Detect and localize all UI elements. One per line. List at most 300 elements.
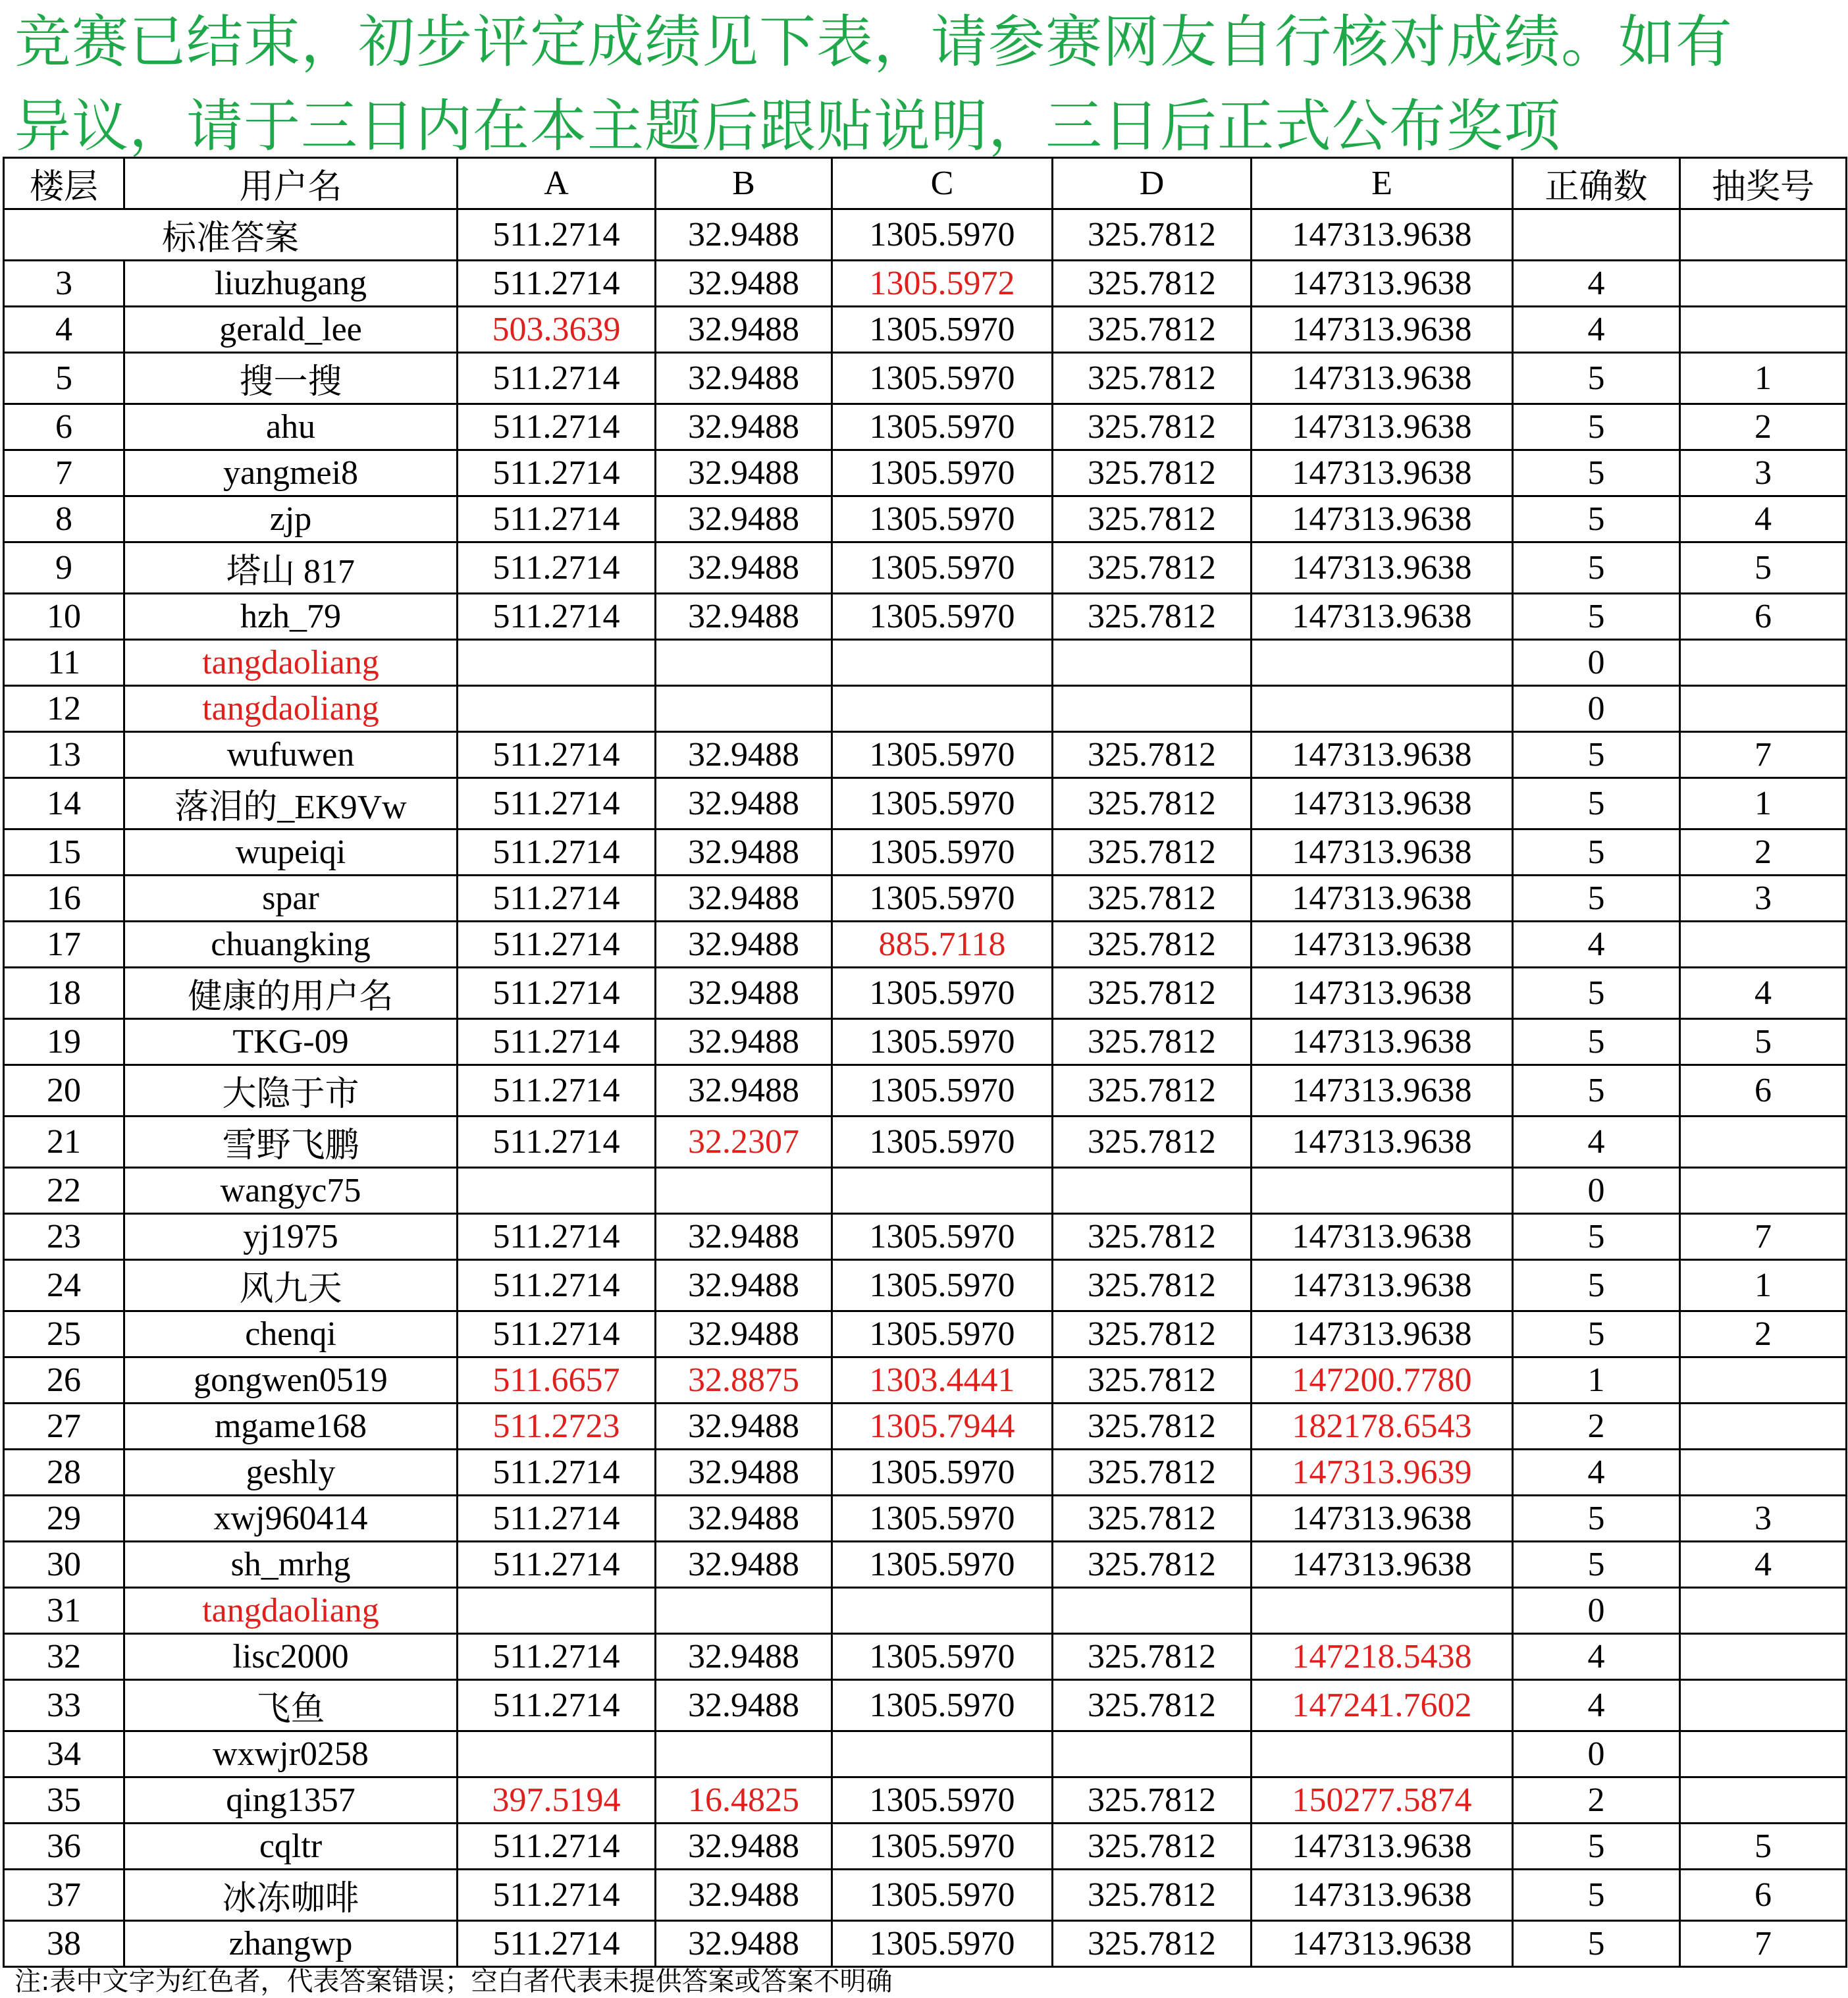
- cell-lottery-number: 4: [1680, 496, 1847, 542]
- cell-lottery-number: 1: [1680, 353, 1847, 404]
- cell-answer-e: 147313.9638: [1252, 1117, 1513, 1168]
- cell-username: wxwjr0258: [124, 1731, 458, 1777]
- cell-answer-b: 32.9488: [656, 353, 832, 404]
- cell-answer-e: 147313.9638: [1252, 261, 1513, 307]
- cell-lottery-number: 4: [1680, 968, 1847, 1019]
- cell-answer-d: 325.7812: [1053, 450, 1252, 496]
- cell-answer-e: 147313.9639: [1252, 1450, 1513, 1496]
- cell-answer-d: 325.7812: [1053, 542, 1252, 594]
- cell-username: 雪野飞鹏: [124, 1117, 458, 1168]
- cell-answer-e: 147313.9638: [1252, 829, 1513, 876]
- cell-lottery-number: 2: [1680, 404, 1847, 450]
- cell-answer-b: 32.9488: [656, 778, 832, 829]
- table-row: [4, 404, 1847, 450]
- cell-username: yangmei8: [124, 450, 458, 496]
- cell-lottery-number: 1: [1680, 778, 1847, 829]
- cell-answer-e: [1252, 1168, 1513, 1214]
- cell-lottery-number: 6: [1680, 594, 1847, 640]
- table-row: [4, 1019, 1847, 1065]
- table-row: [4, 1450, 1847, 1496]
- cell-username: 健康的用户名: [124, 968, 458, 1019]
- cell-answer-c: 1305.5970: [832, 1065, 1053, 1117]
- table-row: [4, 307, 1847, 353]
- header-correct-count: 正确数: [1513, 158, 1680, 209]
- cell-lottery-number: [1680, 640, 1847, 686]
- header-row: [4, 158, 1847, 209]
- cell-correct-count: 0: [1513, 1168, 1680, 1214]
- cell-answer-d: 325.7812: [1053, 968, 1252, 1019]
- cell-answer-a: 511.2714: [458, 450, 656, 496]
- standard-b: 32.9488: [656, 209, 832, 261]
- cell-answer-c: 1305.5970: [832, 307, 1053, 353]
- cell-answer-b: 32.9488: [656, 1496, 832, 1542]
- cell-lottery-number: [1680, 1588, 1847, 1634]
- cell-answer-b: 32.9488: [656, 404, 832, 450]
- cell-answer-e: 147313.9638: [1252, 542, 1513, 594]
- cell-correct-count: 0: [1513, 1731, 1680, 1777]
- table-row: [4, 1404, 1847, 1450]
- cell-answer-c: 1305.5970: [832, 1117, 1053, 1168]
- cell-answer-d: 325.7812: [1053, 307, 1252, 353]
- cell-answer-d: [1053, 640, 1252, 686]
- cell-username: TKG-09: [124, 1019, 458, 1065]
- standard-answer-label: 标准答案: [4, 209, 458, 261]
- cell-floor: 16: [4, 876, 124, 922]
- table-row: [4, 353, 1847, 404]
- cell-username: wangyc75: [124, 1168, 458, 1214]
- cell-floor: 26: [4, 1357, 124, 1404]
- cell-answer-b: 32.9488: [656, 1634, 832, 1680]
- cell-correct-count: 4: [1513, 922, 1680, 968]
- cell-answer-a: 511.2714: [458, 1065, 656, 1117]
- cell-floor: 14: [4, 778, 124, 829]
- cell-answer-e: 147241.7602: [1252, 1680, 1513, 1731]
- cell-answer-d: [1053, 1731, 1252, 1777]
- cell-floor: 30: [4, 1542, 124, 1588]
- cell-answer-b: [656, 1731, 832, 1777]
- cell-username: hzh_79: [124, 594, 458, 640]
- cell-answer-c: 1305.5970: [832, 1019, 1053, 1065]
- cell-answer-a: 511.2714: [458, 1680, 656, 1731]
- cell-correct-count: 2: [1513, 1777, 1680, 1824]
- cell-answer-e: 147313.9638: [1252, 1019, 1513, 1065]
- cell-correct-count: 4: [1513, 1450, 1680, 1496]
- cell-answer-b: 16.4825: [656, 1777, 832, 1824]
- cell-correct-count: 4: [1513, 1117, 1680, 1168]
- cell-floor: 8: [4, 496, 124, 542]
- cell-answer-b: [656, 640, 832, 686]
- notice-line-2: 异议，请于三日内在本主题后跟贴说明，三日后正式公布奖项: [14, 93, 1561, 159]
- cell-answer-d: 325.7812: [1053, 1065, 1252, 1117]
- cell-username: gongwen0519: [124, 1357, 458, 1404]
- cell-correct-count: 5: [1513, 1019, 1680, 1065]
- cell-answer-c: 1305.5970: [832, 1214, 1053, 1260]
- cell-answer-e: 147313.9638: [1252, 1214, 1513, 1260]
- cell-correct-count: 1: [1513, 1357, 1680, 1404]
- cell-answer-a: 511.2714: [458, 1921, 656, 1967]
- cell-answer-a: 511.6657: [458, 1357, 656, 1404]
- cell-answer-c: 1305.5970: [832, 1311, 1053, 1357]
- cell-lottery-number: [1680, 307, 1847, 353]
- cell-lottery-number: [1680, 686, 1847, 732]
- cell-answer-c: 1305.5970: [832, 1260, 1053, 1311]
- cell-answer-d: 325.7812: [1053, 1680, 1252, 1731]
- table-row: [4, 922, 1847, 968]
- cell-answer-e: 147313.9638: [1252, 594, 1513, 640]
- cell-answer-a: 511.2714: [458, 1214, 656, 1260]
- cell-username: 冰冻咖啡: [124, 1870, 458, 1921]
- cell-username: zhangwp: [124, 1921, 458, 1967]
- cell-answer-b: 32.9488: [656, 1214, 832, 1260]
- cell-answer-a: 511.2714: [458, 404, 656, 450]
- cell-correct-count: 5: [1513, 1921, 1680, 1967]
- cell-answer-a: 511.2714: [458, 1634, 656, 1680]
- cell-answer-e: 182178.6543: [1252, 1404, 1513, 1450]
- cell-correct-count: 5: [1513, 496, 1680, 542]
- cell-answer-c: [832, 1731, 1053, 1777]
- table-row: [4, 1870, 1847, 1921]
- cell-correct-count: 5: [1513, 1542, 1680, 1588]
- cell-username: yj1975: [124, 1214, 458, 1260]
- cell-answer-c: 1305.5970: [832, 829, 1053, 876]
- cell-username: geshly: [124, 1450, 458, 1496]
- cell-answer-e: [1252, 686, 1513, 732]
- cell-answer-d: 325.7812: [1053, 732, 1252, 778]
- cell-answer-e: 147200.7780: [1252, 1357, 1513, 1404]
- table-row: [4, 496, 1847, 542]
- cell-answer-d: 325.7812: [1053, 1214, 1252, 1260]
- cell-lottery-number: 7: [1680, 732, 1847, 778]
- cell-floor: 36: [4, 1824, 124, 1870]
- header-a: A: [458, 158, 656, 209]
- cell-correct-count: 5: [1513, 594, 1680, 640]
- cell-answer-a: 511.2714: [458, 1450, 656, 1496]
- cell-correct-count: 5: [1513, 1260, 1680, 1311]
- cell-answer-d: 325.7812: [1053, 404, 1252, 450]
- cell-answer-a: 511.2714: [458, 1824, 656, 1870]
- cell-answer-a: 511.2714: [458, 1870, 656, 1921]
- cell-answer-d: 325.7812: [1053, 496, 1252, 542]
- cell-floor: 32: [4, 1634, 124, 1680]
- cell-answer-a: 511.2714: [458, 353, 656, 404]
- cell-answer-d: 325.7812: [1053, 1404, 1252, 1450]
- table-row: [4, 450, 1847, 496]
- table-row: [4, 1777, 1847, 1824]
- header-c: C: [832, 158, 1053, 209]
- table-row: [4, 1634, 1847, 1680]
- cell-answer-d: 325.7812: [1053, 1311, 1252, 1357]
- cell-answer-e: 147218.5438: [1252, 1634, 1513, 1680]
- footnote: 注:表中文字为红色者，代表答案错误；空白者代表未提供答案或答案不明确: [14, 1966, 893, 1997]
- cell-lottery-number: 3: [1680, 450, 1847, 496]
- cell-username: 风九天: [124, 1260, 458, 1311]
- standard-lottery: [1680, 209, 1847, 261]
- table-row: [4, 1680, 1847, 1731]
- cell-answer-c: 1305.5970: [832, 968, 1053, 1019]
- cell-answer-a: 511.2714: [458, 1019, 656, 1065]
- table-row: [4, 1824, 1847, 1870]
- cell-answer-c: 1305.7944: [832, 1404, 1053, 1450]
- cell-lottery-number: [1680, 1357, 1847, 1404]
- cell-answer-e: [1252, 1588, 1513, 1634]
- cell-lottery-number: [1680, 1634, 1847, 1680]
- cell-floor: 24: [4, 1260, 124, 1311]
- cell-answer-b: [656, 1168, 832, 1214]
- cell-answer-d: 325.7812: [1053, 876, 1252, 922]
- cell-answer-a: [458, 640, 656, 686]
- cell-answer-a: 511.2714: [458, 1542, 656, 1588]
- cell-answer-a: 503.3639: [458, 307, 656, 353]
- cell-answer-b: 32.9488: [656, 1921, 832, 1967]
- cell-answer-d: [1053, 686, 1252, 732]
- cell-answer-a: 511.2714: [458, 1311, 656, 1357]
- cell-correct-count: 5: [1513, 542, 1680, 594]
- cell-username: liuzhugang: [124, 261, 458, 307]
- cell-answer-a: 511.2714: [458, 1117, 656, 1168]
- table-row: [4, 1588, 1847, 1634]
- standard-correct: [1513, 209, 1680, 261]
- cell-answer-b: 32.9488: [656, 1824, 832, 1870]
- cell-answer-d: 325.7812: [1053, 1824, 1252, 1870]
- cell-answer-b: [656, 686, 832, 732]
- cell-answer-e: 147313.9638: [1252, 1921, 1513, 1967]
- cell-answer-e: 147313.9638: [1252, 732, 1513, 778]
- cell-floor: 23: [4, 1214, 124, 1260]
- table-row: [4, 876, 1847, 922]
- cell-answer-c: 1305.5970: [832, 353, 1053, 404]
- cell-username: gerald_lee: [124, 307, 458, 353]
- cell-lottery-number: 2: [1680, 1311, 1847, 1357]
- cell-lottery-number: 6: [1680, 1870, 1847, 1921]
- cell-lottery-number: [1680, 1680, 1847, 1731]
- cell-answer-b: 32.9488: [656, 594, 832, 640]
- cell-answer-a: 511.2714: [458, 496, 656, 542]
- cell-floor: 25: [4, 1311, 124, 1357]
- cell-answer-e: 147313.9638: [1252, 1870, 1513, 1921]
- cell-answer-d: 325.7812: [1053, 1777, 1252, 1824]
- cell-correct-count: 5: [1513, 778, 1680, 829]
- cell-answer-d: 325.7812: [1053, 1542, 1252, 1588]
- cell-correct-count: 4: [1513, 1634, 1680, 1680]
- table-row: [4, 594, 1847, 640]
- table-row: [4, 542, 1847, 594]
- table-row: [4, 1311, 1847, 1357]
- header-b: B: [656, 158, 832, 209]
- cell-username: sh_mrhg: [124, 1542, 458, 1588]
- standard-d: 325.7812: [1053, 209, 1252, 261]
- cell-answer-d: 325.7812: [1053, 594, 1252, 640]
- cell-answer-b: 32.9488: [656, 496, 832, 542]
- table-row: [4, 1731, 1847, 1777]
- cell-answer-a: [458, 1588, 656, 1634]
- cell-correct-count: 5: [1513, 1824, 1680, 1870]
- cell-answer-d: [1053, 1168, 1252, 1214]
- cell-answer-a: 511.2714: [458, 1260, 656, 1311]
- cell-answer-c: 1305.5970: [832, 404, 1053, 450]
- cell-answer-b: 32.9488: [656, 1870, 832, 1921]
- cell-answer-a: 511.2714: [458, 968, 656, 1019]
- table-row: [4, 1542, 1847, 1588]
- header-username: 用户名: [124, 158, 458, 209]
- cell-correct-count: 0: [1513, 686, 1680, 732]
- cell-answer-c: 1305.5972: [832, 261, 1053, 307]
- cell-answer-c: 1305.5970: [832, 1496, 1053, 1542]
- cell-answer-c: 1305.5970: [832, 542, 1053, 594]
- cell-answer-b: 32.9488: [656, 1311, 832, 1357]
- table-row: [4, 778, 1847, 829]
- cell-answer-e: 147313.9638: [1252, 307, 1513, 353]
- cell-floor: 20: [4, 1065, 124, 1117]
- table-row: [4, 1357, 1847, 1404]
- cell-floor: 22: [4, 1168, 124, 1214]
- cell-lottery-number: 5: [1680, 1019, 1847, 1065]
- cell-answer-e: 147313.9638: [1252, 922, 1513, 968]
- cell-floor: 9: [4, 542, 124, 594]
- cell-answer-d: [1053, 1588, 1252, 1634]
- cell-username: ahu: [124, 404, 458, 450]
- table-row: [4, 1117, 1847, 1168]
- cell-username: tangdaoliang: [124, 640, 458, 686]
- cell-answer-c: 1305.5970: [832, 450, 1053, 496]
- cell-correct-count: 4: [1513, 261, 1680, 307]
- cell-correct-count: 2: [1513, 1404, 1680, 1450]
- cell-answer-a: 511.2714: [458, 594, 656, 640]
- cell-username: 飞鱼: [124, 1680, 458, 1731]
- header-floor: 楼层: [4, 158, 124, 209]
- cell-answer-a: 511.2714: [458, 1496, 656, 1542]
- cell-answer-d: 325.7812: [1053, 1921, 1252, 1967]
- cell-answer-c: 1305.5970: [832, 1634, 1053, 1680]
- cell-answer-b: 32.9488: [656, 450, 832, 496]
- contest-notice: [14, 0, 1838, 169]
- cell-answer-d: 325.7812: [1053, 1019, 1252, 1065]
- cell-answer-e: 147313.9638: [1252, 353, 1513, 404]
- cell-floor: 33: [4, 1680, 124, 1731]
- cell-answer-c: 1305.5970: [832, 1680, 1053, 1731]
- standard-c: 1305.5970: [832, 209, 1053, 261]
- cell-answer-b: 32.9488: [656, 1450, 832, 1496]
- cell-answer-c: 1305.5970: [832, 594, 1053, 640]
- cell-answer-b: 32.9488: [656, 1065, 832, 1117]
- cell-answer-e: 147313.9638: [1252, 1260, 1513, 1311]
- cell-floor: 13: [4, 732, 124, 778]
- table-row: [4, 829, 1847, 876]
- cell-answer-c: 1305.5970: [832, 1921, 1053, 1967]
- table-row: [4, 1496, 1847, 1542]
- cell-username: chuangking: [124, 922, 458, 968]
- cell-answer-c: 1305.5970: [832, 778, 1053, 829]
- cell-username: spar: [124, 876, 458, 922]
- cell-answer-d: 325.7812: [1053, 1496, 1252, 1542]
- cell-floor: 19: [4, 1019, 124, 1065]
- cell-answer-c: 1305.5970: [832, 496, 1053, 542]
- cell-answer-d: 325.7812: [1053, 1357, 1252, 1404]
- cell-username: lisc2000: [124, 1634, 458, 1680]
- cell-lottery-number: 6: [1680, 1065, 1847, 1117]
- cell-username: 落泪的_EK9Vw: [124, 778, 458, 829]
- cell-answer-d: 325.7812: [1053, 1260, 1252, 1311]
- cell-correct-count: 5: [1513, 732, 1680, 778]
- notice-line-1: 竞赛已结束，初步评定成绩见下表，请参赛网友自行核对成绩。如有: [14, 9, 1733, 75]
- cell-answer-a: 511.2714: [458, 542, 656, 594]
- table-row: [4, 686, 1847, 732]
- cell-answer-c: [832, 640, 1053, 686]
- cell-floor: 10: [4, 594, 124, 640]
- cell-answer-b: 32.9488: [656, 307, 832, 353]
- table-row: [4, 1168, 1847, 1214]
- cell-correct-count: 5: [1513, 829, 1680, 876]
- cell-answer-a: [458, 1731, 656, 1777]
- table-row: [4, 640, 1847, 686]
- cell-floor: 21: [4, 1117, 124, 1168]
- table-row: [4, 1214, 1847, 1260]
- cell-answer-a: 511.2714: [458, 876, 656, 922]
- cell-correct-count: 5: [1513, 1214, 1680, 1260]
- cell-answer-e: 147313.9638: [1252, 1496, 1513, 1542]
- header-lottery-number: 抽奖号: [1680, 158, 1847, 209]
- cell-answer-e: 147313.9638: [1252, 876, 1513, 922]
- cell-answer-c: 1305.5970: [832, 1870, 1053, 1921]
- cell-floor: 31: [4, 1588, 124, 1634]
- cell-lottery-number: 5: [1680, 1824, 1847, 1870]
- standard-e: 147313.9638: [1252, 209, 1513, 261]
- cell-floor: 6: [4, 404, 124, 450]
- cell-floor: 38: [4, 1921, 124, 1967]
- cell-floor: 5: [4, 353, 124, 404]
- table-row: [4, 732, 1847, 778]
- cell-username: 搜一搜: [124, 353, 458, 404]
- cell-username: cqltr: [124, 1824, 458, 1870]
- cell-floor: 28: [4, 1450, 124, 1496]
- cell-answer-b: 32.9488: [656, 876, 832, 922]
- cell-answer-a: 511.2714: [458, 261, 656, 307]
- table-row: [4, 1921, 1847, 1967]
- cell-answer-c: 1305.5970: [832, 1777, 1053, 1824]
- cell-answer-b: 32.9488: [656, 732, 832, 778]
- cell-answer-c: 1305.5970: [832, 1824, 1053, 1870]
- cell-lottery-number: 7: [1680, 1921, 1847, 1967]
- cell-lottery-number: 3: [1680, 1496, 1847, 1542]
- cell-answer-c: [832, 686, 1053, 732]
- cell-answer-b: 32.9488: [656, 261, 832, 307]
- cell-answer-d: 325.7812: [1053, 1634, 1252, 1680]
- cell-answer-b: 32.8875: [656, 1357, 832, 1404]
- cell-lottery-number: [1680, 922, 1847, 968]
- cell-answer-d: 325.7812: [1053, 1450, 1252, 1496]
- cell-answer-d: 325.7812: [1053, 353, 1252, 404]
- cell-answer-a: 397.5194: [458, 1777, 656, 1824]
- cell-floor: 18: [4, 968, 124, 1019]
- cell-lottery-number: [1680, 1450, 1847, 1496]
- cell-username: zjp: [124, 496, 458, 542]
- cell-lottery-number: 7: [1680, 1214, 1847, 1260]
- cell-answer-b: 32.9488: [656, 1542, 832, 1588]
- cell-correct-count: 0: [1513, 1588, 1680, 1634]
- cell-username: xwj960414: [124, 1496, 458, 1542]
- table-row: [4, 968, 1847, 1019]
- cell-answer-e: 150277.5874: [1252, 1777, 1513, 1824]
- cell-lottery-number: [1680, 1404, 1847, 1450]
- cell-correct-count: 5: [1513, 968, 1680, 1019]
- cell-floor: 34: [4, 1731, 124, 1777]
- cell-answer-b: 32.9488: [656, 1680, 832, 1731]
- cell-username: 大隐于市: [124, 1065, 458, 1117]
- cell-answer-b: 32.9488: [656, 1404, 832, 1450]
- header-d: D: [1053, 158, 1252, 209]
- cell-answer-b: 32.9488: [656, 542, 832, 594]
- cell-lottery-number: [1680, 1168, 1847, 1214]
- cell-answer-e: 147313.9638: [1252, 404, 1513, 450]
